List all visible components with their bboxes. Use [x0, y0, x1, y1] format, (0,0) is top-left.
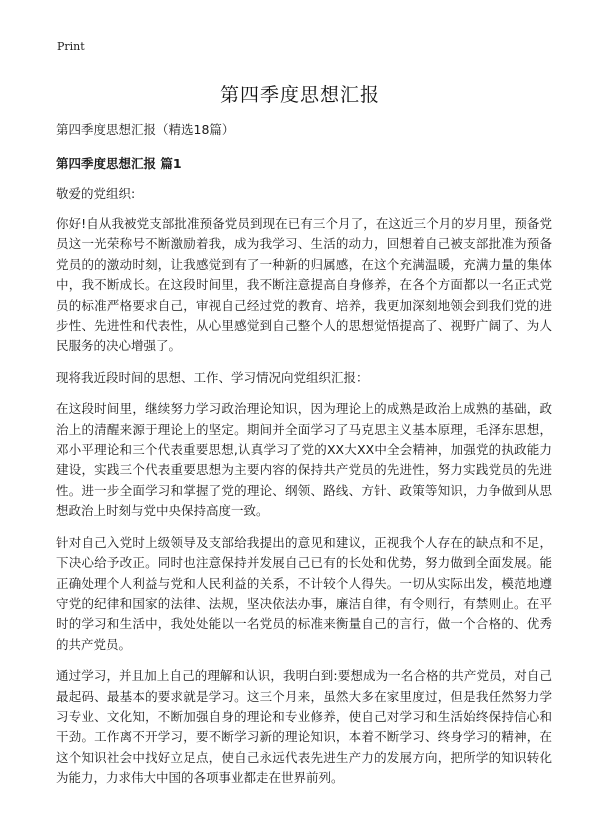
paragraph-intro: 你好!自从我被党支部批准预备党员到现在已有三个月了，在这近三个月的岁月里，预备党员这一光荣称号不断激励着我，成为我学习、生活的动力，回想着自己被支部批准为预备党员的的激动时刻，让我感觉到有了一种新的归属感，在这个充满温暖，充满力量的集体中，我不断成长。在这段时间里，我不断注意提高自身修养，在各个方面都以一名正式党员的标准严格要求自己，审视自己经过党的教育、培养，我更加深刻地领会到我们党的进步性、先进性和代表性，从心里感觉到自己整个人的思想觉悟提高了、视野广阔了、为人民服务的决心增强了。 [56, 216, 552, 354]
section-heading: 第四季度思想汇报 篇1 [56, 156, 182, 171]
paragraph-self-improvement: 针对自己入党时上级领导及支部给我提出的意见和建议，正视我个人存在的缺点和不足，下决心给予改正。同时也注意保持并发展自己已有的长处和优势，努力做到全面发展。能正确处理个人利益与党和人民利益的关系，不计较个人得失。一切从实际出发，模范地遵守党的纪律和国家的法律、法规，坚决依法办事，廉洁自律，有令则行，有禁则止。在平时的学习和生活中，我处处能以一名党员的标准来衡量自己的言行，做一个合格的、优秀的共产党员。 [56, 534, 552, 652]
print-link[interactable]: Print [57, 40, 85, 53]
page-title: 第四季度思想汇报 [219, 84, 380, 106]
paragraph-theory-study: 在这段时间里，继续努力学习政治理论知识，因为理论上的成熟是政治上成熟的基础，政治上的清醒来源于理论上的坚定。期间并全面学习了马克思主义基本原理，毛泽东思想，邓小平理论和三个代表重要思想,认真学习了党的XX大XX中全会精神，加强党的执政能力建设，实践三个代表重要思想为主要内容的保持共产党员的先进性，努力实践党员的先进性。进一步全面学习和掌握了党的理论、纲领、路线、方针、政策等知识，力争做到从思想政治上时刻与党中央保持高度一致。 [56, 401, 552, 519]
paragraph-report-lead: 现将我近段时间的思想、工作、学习情况向党组织汇报： [56, 369, 369, 385]
paragraph-learning: 通过学习，并且加上自己的理解和认识，我明白到:要想成为一名合格的共产党员，对自己最起码、最基本的要求就是学习。这三个月来，虽然大多在家里度过，但是我任然努力学习专业、文化知，不断加强自身的理论和专业修养，使自己对学习和生活始终保持信心和干劲。工作离不开学习，要不断学习新的理论知识，本着不断学习、终身学习的精神，在这个知识社会中找好立足点，使自己永远代表先进生产力的发展方向，把所学的知识转化为能力，力求伟大中国的各项事业都走在世界前列。 [56, 668, 552, 786]
salutation: 敬爱的党组织: [56, 186, 136, 201]
document-body [56, 120, 552, 800]
document-subtitle: 第四季度思想汇报（精选18篇） [56, 122, 235, 137]
